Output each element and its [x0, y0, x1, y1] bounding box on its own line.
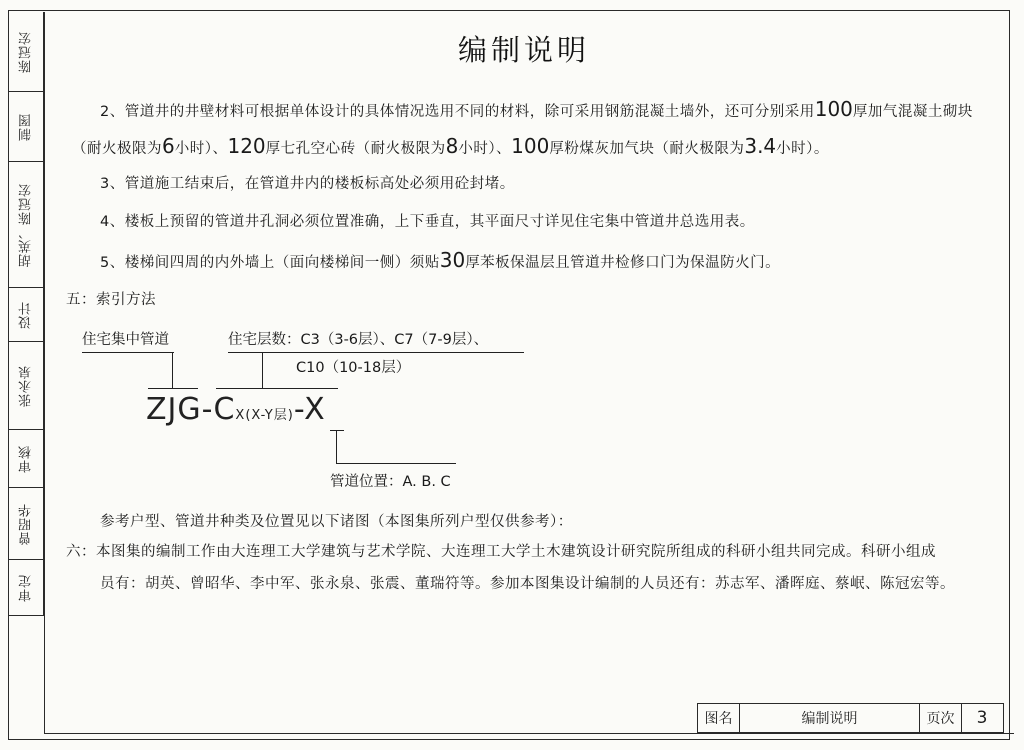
number: 100 — [511, 134, 550, 158]
label-position: 管道位置：A. B. C — [330, 474, 451, 490]
sidebar-cell-design — [9, 288, 44, 342]
section-6-line-1: 六：本图集的编制工作由大连理工大学建筑与艺术学院、大连理工大学土木建筑设计研究院所组成的科研小组共同完成。科研小组成 — [66, 544, 936, 560]
code-end: -X — [293, 392, 326, 427]
sidebar-cell-designer — [9, 162, 44, 288]
number: 3.4 — [744, 134, 777, 158]
text: 厚粉煤灰加气块（耐火极限为 — [549, 141, 745, 157]
leader-line — [172, 352, 173, 388]
sidebar-cell-drafting — [9, 92, 44, 162]
sidebar-cell-approve — [9, 560, 44, 616]
text: 厚苯板保温层且管道井检修口门为保温防火门。 — [465, 255, 781, 271]
title-block-name: 编制说明 — [740, 704, 920, 732]
title-block-name-label: 图名 — [698, 704, 740, 732]
sidebar-cell-review — [9, 430, 44, 488]
text: 小时）、 — [458, 141, 512, 157]
label-floors: 住宅层数：C3（3-6层）、C7（7-9层）、 — [228, 332, 489, 348]
sidebar-cell-reviewer — [9, 342, 44, 430]
label-floors-2: C10（10-18层） — [296, 360, 411, 376]
number: 120 — [227, 134, 266, 158]
sidebar-label: 制图 — [19, 112, 34, 141]
number: 8 — [445, 134, 459, 158]
section-5-heading: 五：索引方法 — [66, 292, 156, 308]
sidebar-label: 审核 — [19, 444, 34, 473]
label-pipe: 住宅集中管道 — [82, 332, 169, 348]
paragraph-5 — [100, 248, 780, 272]
reference-note: 参考户型、管道井种类及位置见以下诸图（本图集所列户型仅供参考）： — [100, 514, 573, 530]
index-code — [146, 392, 326, 427]
text: 小时）。 — [776, 141, 829, 157]
text: 厚七孔空心砖（耐火极限为 — [265, 141, 446, 157]
sidebar-label: 陈冠宏 — [19, 30, 34, 73]
signature-sidebar — [9, 12, 44, 616]
sidebar-label: 审定 — [19, 573, 34, 602]
paragraph-2-line-1 — [100, 97, 973, 121]
title-block — [697, 703, 1004, 733]
page-title: 编制说明 — [457, 33, 590, 67]
leader-line — [262, 352, 263, 388]
code-main: ZJG-C — [146, 392, 236, 427]
text: （耐火极限为 — [72, 141, 162, 157]
text: 小时）、 — [174, 141, 228, 157]
paragraph-3: 3、管道施工结束后，在管道井内的楼板标高处必须用砼封堵。 — [100, 176, 515, 192]
leader-line — [148, 388, 198, 389]
sidebar-label: 设计 — [19, 300, 34, 329]
leader-line — [336, 463, 456, 464]
leader-line — [336, 430, 337, 463]
number: 6 — [162, 134, 175, 158]
section-6-line-2: 员有：胡英、曾昭华、李中军、张永泉、张震、董瑞符等。参加本图集设计编制的人员还有：苏志军、潘晖庭、蔡岷、陈冠宏等。 — [100, 576, 955, 592]
text: 5、楼梯间四周的内外墙上（面向楼梯间一侧）须贴 — [100, 255, 440, 271]
paragraph-4: 4、楼板上预留的管道井孔洞必须位置准确，上下垂直，其平面尺寸详见住宅集中管道井总选用表。 — [100, 214, 755, 230]
code-sub: X(X-Y层) — [235, 408, 294, 423]
number: 30 — [439, 248, 466, 272]
sidebar-label: 胡英、陈冠宏 — [19, 182, 34, 267]
text: 2、管道井的井壁材料可根据单体设计的具体情况选用不同的材料，除可采用钢筋混凝土墙外，还可分别采用 — [100, 104, 815, 120]
text: 厚加气混凝土砌块 — [852, 104, 973, 120]
title-block-page-label: 页次 — [920, 704, 962, 732]
title-block-page-number: 3 — [976, 708, 988, 728]
leader-line — [82, 352, 174, 353]
paragraph-2-line-2 — [72, 134, 829, 158]
leader-line — [216, 388, 338, 389]
sidebar-label: 曾昭华 — [19, 502, 34, 545]
sidebar-cell-approver — [9, 488, 44, 560]
number: 100 — [814, 97, 853, 121]
index-method-diagram — [60, 320, 580, 500]
sidebar-label: 张永泉 — [19, 364, 34, 407]
leader-line — [228, 352, 524, 353]
sidebar-cell-drafter — [9, 12, 44, 92]
